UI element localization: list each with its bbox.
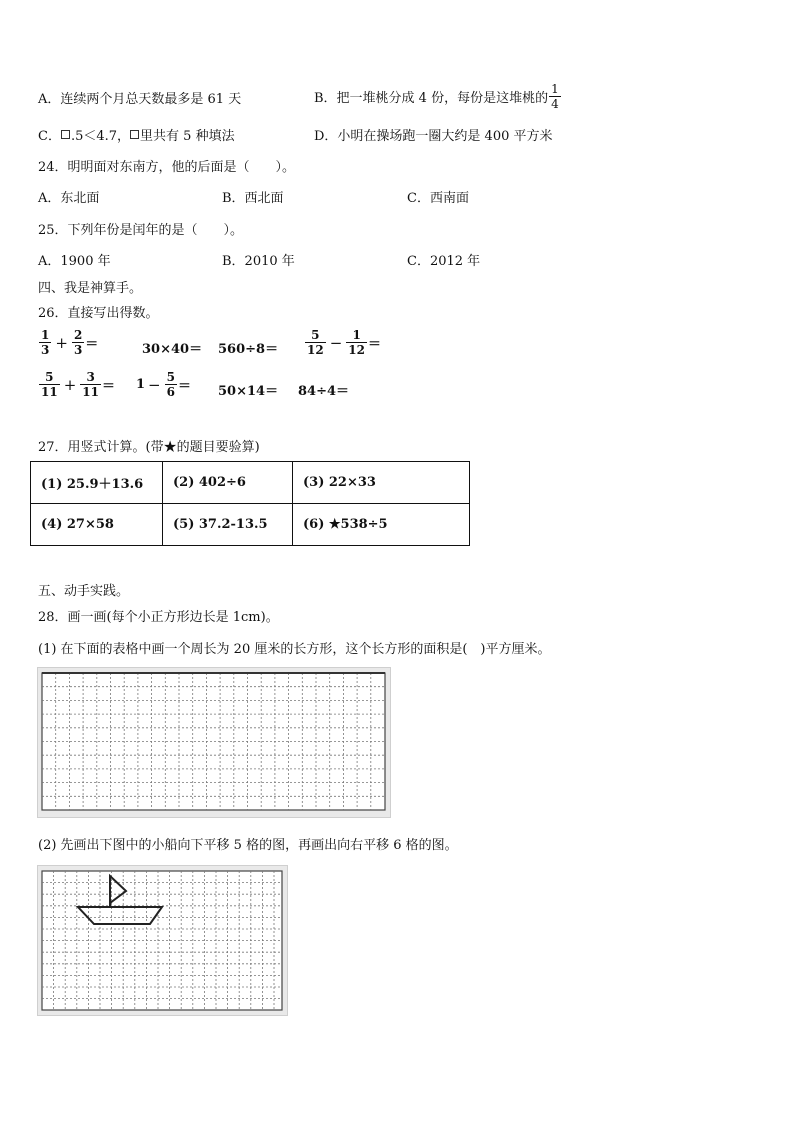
expression-26-3: 560÷8＝ [218,342,279,357]
whole-number: 1 [136,377,146,392]
expression-26-2: 30×40＝ [142,342,203,357]
expression-26-8: 84÷4＝ [298,384,350,399]
blank-box-icon [61,130,70,139]
option-23-a [38,88,241,107]
option-23-c [38,125,235,144]
option-24-b: B．西北面 [222,191,284,206]
fraction-numerator: 2 [73,328,83,342]
table-cell: (6) ★538÷5 [293,504,470,546]
fraction-numerator: 5 [311,328,320,342]
question-26-stem: 26．直接写出得数。 [38,306,159,321]
expression-26-5 [38,370,115,399]
option-text: .5＜4.7， [70,129,131,144]
table-cell: (5) 37.2-13.5 [163,504,293,546]
fraction-denominator: 3 [73,343,83,357]
expression-26-1 [38,328,98,357]
option-23-d [314,125,553,144]
question-27-stem: 27．用竖式计算。(带★的题目要验算) [38,440,260,455]
fraction-denominator: 3 [41,343,50,357]
option-text: D．小明在操场跑一圈大约是 400 平方米 [314,129,553,144]
fraction [346,328,367,357]
grid-lines [38,668,390,817]
section-heading-4: 四、我是神算手。 [38,281,143,296]
option-25-c: C．2012 年 [407,254,481,269]
fraction-denominator: 11 [82,385,99,399]
fraction [80,370,101,399]
fraction [72,328,84,357]
fraction-denominator: 12 [307,343,324,357]
question-24-stem: 24．明明面对东南方，他的后面是（ ）。 [38,160,296,175]
fraction [549,82,561,111]
question-25-stem: 25．下列年份是闰年的是（ ）。 [38,223,244,238]
option-23-b [314,78,562,114]
table-cell: (4) 27×58 [31,504,163,546]
option-24-a: A．东北面 [38,191,100,206]
blank-box-icon [130,130,139,139]
fraction [39,328,51,357]
equals-sign: ＝ [367,337,381,352]
fraction-denominator: 4 [551,96,559,111]
table-cell: (3) 22×33 [293,462,470,504]
fraction-numerator: 5 [45,370,54,384]
fraction-numerator: 1 [41,328,50,342]
section-heading-5: 五、动手实践。 [38,584,130,599]
equals-sign: ＝ [177,379,191,394]
operator: + [55,333,68,352]
fraction-denominator: 11 [41,385,58,399]
table-row [31,462,470,504]
fraction-denominator: 6 [166,385,175,399]
fraction-numerator: 5 [166,370,175,384]
expression-26-6 [136,370,191,399]
expression-26-7: 50×14＝ [218,384,279,399]
drawing-grid-1[interactable] [37,667,391,818]
vertical-calculation-table [30,461,470,546]
grid-lines [38,866,287,1015]
expression-26-4 [304,328,381,357]
fraction [39,370,60,399]
option-text: B．把一堆桃分成 4 份，每份是这堆桃的 [314,90,549,106]
operator: − [329,333,343,352]
table-cell: (2) 402÷6 [163,462,293,504]
fraction-denominator: 12 [348,343,365,357]
question-28-part-1: (1) 在下面的表格中画一个周长为 20 厘米的长方形，这个长方形的面积是( )平方厘米。 [38,642,551,657]
operator: − [148,375,161,394]
fraction-numerator: 1 [551,81,559,96]
operator: + [63,375,77,394]
option-25-b: B．2010 年 [222,254,295,269]
option-24-c: C．西南面 [407,191,469,206]
equals-sign: ＝ [101,379,115,394]
fraction [165,370,177,399]
table-cell: (1) 25.9＋13.6 [31,462,163,504]
drawing-grid-2[interactable] [37,865,288,1016]
fraction-numerator: 1 [352,328,361,342]
option-25-a: A．1900 年 [38,254,111,269]
fraction [305,328,326,357]
question-28-part-2: (2) 先画出下图中的小船向下平移 5 格的图，再画出向右平移 6 格的图。 [38,838,458,853]
fraction-numerator: 3 [86,370,95,384]
option-text: 里共有 5 种填法 [140,129,235,144]
question-28-stem: 28．画一画(每个小正方形边长是 1cm)。 [38,610,279,625]
table-row [31,504,470,546]
equals-sign: ＝ [85,337,99,352]
option-label: C． [38,129,61,144]
option-text: A．连续两个月总天数最多是 61 天 [38,92,242,107]
